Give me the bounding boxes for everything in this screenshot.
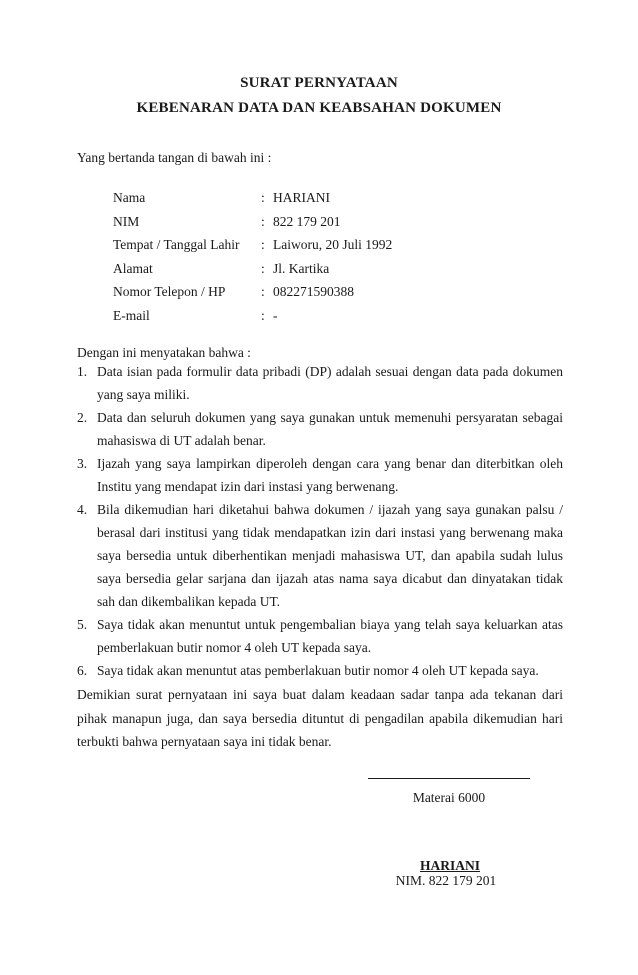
- info-row-email: [113, 304, 392, 328]
- info-row-nama: [113, 186, 392, 210]
- info-row-address: [113, 257, 392, 281]
- info-label: NIM: [113, 213, 140, 229]
- signature-nim: NIM. 822 179 201: [395, 873, 497, 888]
- info-colon: :: [261, 213, 265, 229]
- info-colon: :: [261, 284, 265, 299]
- list-item: [77, 360, 563, 406]
- list-text: Data dan seluruh dokumen yang saya gunakan untuk memenuhi persyaratan sebagai mahasiswa di UT adalah benar.: [97, 410, 563, 448]
- list-text: Bila dikemudian hari diketahui bahwa dokumen / ijazah yang saya gunakan palsu / berasal dari institusi yang tidak mendapatkan izin dari instasi yang berwenang maka saya bersedia untuk diberhentikan menjadi mahasiswa UT, dan apabila sudah lulus saya bersedia gelar sarjana dan ijazah atas nama saya dicabut dan dinyatakan tidak sah dan dikembalikan kepada UT.: [97, 502, 563, 609]
- personal-info-table: [113, 186, 392, 327]
- info-label: Nama: [113, 190, 146, 205]
- signature-name: HARIANI: [419, 858, 480, 873]
- info-colon: :: [261, 307, 265, 323]
- info-row-phone: [113, 280, 392, 304]
- list-number: 3.: [77, 456, 88, 471]
- list-text: Saya tidak akan menuntut untuk pengembalian biaya yang telah saya keluarkan atas pemberlakuan butir nomor 4 oleh UT kepada saya.: [97, 617, 563, 655]
- list-item: [77, 406, 563, 452]
- info-label: Nomor Telepon / HP: [113, 284, 226, 299]
- list-number: 5.: [77, 617, 88, 632]
- info-value: HARIANI: [273, 190, 330, 205]
- list-text: Saya tidak akan menuntut atas pemberlakuan butir nomor 4 oleh UT kepada saya.: [97, 663, 539, 678]
- signature-line: [368, 778, 530, 779]
- info-value: -: [273, 307, 278, 323]
- list-item: [77, 452, 563, 498]
- list-number: 2.: [77, 410, 88, 425]
- statement-intro: Dengan ini menyatakan bahwa :: [77, 345, 251, 360]
- intro-text: Yang bertanda tangan di bawah ini :: [77, 150, 272, 165]
- list-number: 6.: [77, 663, 88, 678]
- info-value: Jl. Kartika: [273, 260, 330, 276]
- list-text: Ijazah yang saya lampirkan diperoleh dengan cara yang benar dan diterbitkan oleh Institu yang mendapat izin dari instasi yang berwenang.: [97, 456, 563, 494]
- list-item: [77, 498, 563, 613]
- info-row-nim: [113, 210, 392, 234]
- list-item: [77, 613, 563, 659]
- info-label: E-mail: [113, 307, 150, 323]
- info-label: Tempat / Tanggal Lahir: [113, 237, 240, 252]
- list-number: 1.: [77, 364, 88, 379]
- info-colon: :: [261, 260, 265, 276]
- info-colon: :: [261, 190, 265, 205]
- list-number: 4.: [77, 502, 88, 517]
- statement-list: [77, 360, 563, 682]
- info-colon: :: [261, 237, 265, 252]
- document-subtitle: KEBENARAN DATA DAN KEABSAHAN DOKUMEN: [136, 100, 502, 116]
- materai-label: Materai 6000: [412, 790, 486, 805]
- document-title: SURAT PERNYATAAN: [240, 75, 398, 91]
- list-text: Data isian pada formulir data pribadi (DP) adalah sesuai dengan data pada dokumen yang saya miliki.: [97, 364, 563, 402]
- closing-paragraph: Demikian surat pernyataan ini saya buat dalam keadaan sadar tanpa ada tekanan dari pihak manapun juga, dan saya bersedia dituntut di pengadilan apabila dikemudian hari terbukti bahwa pernyataan saya ini tidak benar.: [77, 687, 563, 749]
- info-value: Laiworu, 20 Juli 1992: [273, 237, 393, 252]
- info-row-birth: [113, 233, 392, 257]
- info-value: 822 179 201: [273, 213, 341, 229]
- list-item: [77, 659, 563, 682]
- info-value: 082271590388: [273, 284, 354, 299]
- info-label: Alamat: [113, 260, 153, 276]
